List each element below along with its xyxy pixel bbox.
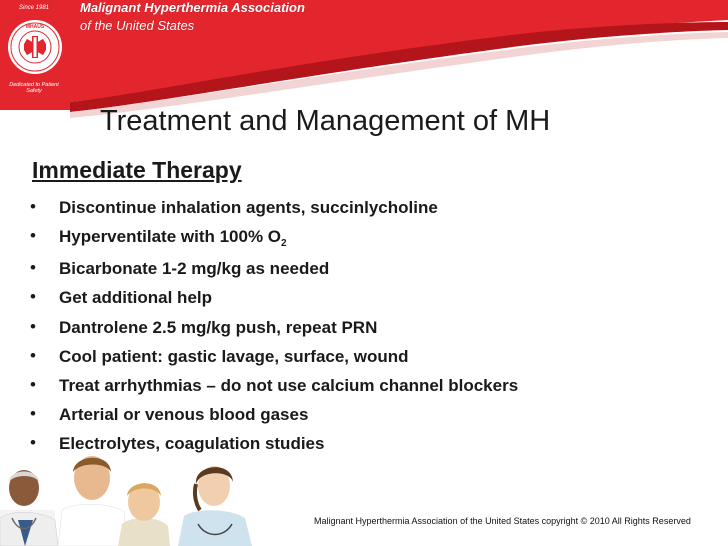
bullet-list [30,196,518,462]
logo [0,0,70,110]
bullet-icon: • [30,404,36,424]
organization-name [80,0,305,35]
bullet-item [30,374,518,403]
bullet-item [30,225,518,257]
bullet-icon: • [30,226,36,246]
bullet-text: Bicarbonate 1-2 mg/kg as needed [59,259,330,279]
logo-since-text: Since 1981 [18,5,50,11]
o2-subscript: 2 [281,238,287,250]
bullet-icon: • [30,287,36,307]
bullet-icon: • [30,433,36,453]
bullet-text: Electrolytes, coagulation studies [59,434,325,454]
mhaus-seal-icon [6,15,64,79]
seal-text: MHAUS [25,24,45,30]
bullet-text: Dantrolene 2.5 mg/kg push, repeat PRN [59,317,378,337]
footer-copyright: Malignant Hyperthermia Association of the United States copyright © 2010 All Rights Reserved [314,516,691,526]
bullet-icon: • [30,316,36,336]
group-of-people-photo [0,440,300,546]
bullet-icon: • [30,374,36,394]
org-name-line1: Malignant Hyperthermia Association [80,0,305,15]
bullet-icon: • [30,258,36,278]
section-subtitle: Immediate Therapy [32,157,242,183]
bullet-text: Discontinue inhalation agents, succinlycholine [59,198,438,217]
bullet-item [30,403,518,432]
bullet-text: Arterial or venous blood gases [59,405,309,425]
bullet-item [30,345,518,374]
bullet-text: Treat arrhythmias – do not use calcium channel blockers [59,375,519,395]
org-name-line2: of the United States [80,18,195,33]
bullet-item [30,257,518,286]
bullet-icon: • [30,345,36,365]
bullet-text: Get additional help [59,288,213,308]
slide-title: Treatment and Management of MH [100,105,551,137]
bullet-text: Hyperventilate with 100% O [59,227,282,247]
bullet-text: Cool patient: gastic lavage, surface, wound [59,346,409,366]
logo-dedicated-text: Dedicated to Patient Safety [9,82,59,94]
bullet-item [30,286,518,315]
bullet-item [30,316,518,345]
bullet-item [30,196,518,225]
bullet-icon: • [30,197,36,216]
